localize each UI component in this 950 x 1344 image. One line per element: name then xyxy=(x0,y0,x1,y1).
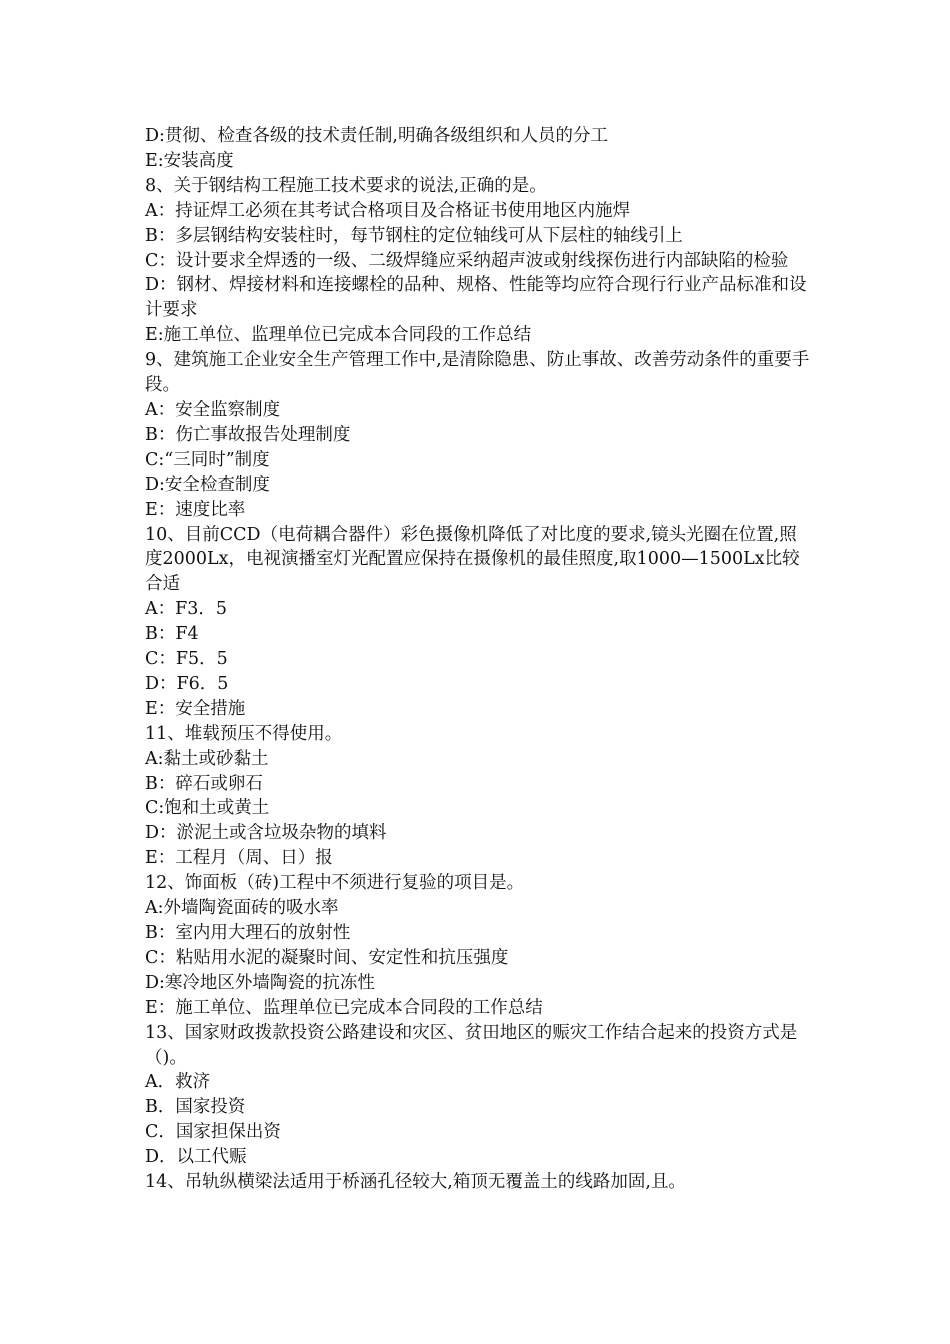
option-line: E：工程月（周、日）报 xyxy=(145,848,333,869)
option-line: A：F3．5 xyxy=(145,599,228,620)
question-9: 9、建筑施工企业安全生产管理工作中,是清除隐患、防止事故、改善劳动条件的重要手段。 xyxy=(145,350,810,396)
option-line: B：F4 xyxy=(145,624,199,645)
question-12: 12、饰面板（砖)工程中不须进行复验的项目是。 xyxy=(145,873,525,894)
text-line: D:贯彻、检查各级的技术责任制,明确各级组织和人员的分工 xyxy=(145,126,608,146)
option-line: D：F6．5 xyxy=(145,673,229,694)
option-line: A．救济 xyxy=(145,1072,211,1093)
option-line: C：粘贴用水泥的凝聚时间、安定性和抗压强度 xyxy=(145,947,509,968)
option-line: A：持证焊工必须在其考试合格项目及合格证书使用地区内施焊 xyxy=(145,200,631,221)
option-line: E:施工单位、监理单位已完成本合同段的工作总结 xyxy=(145,325,532,346)
option-line: A:外墙陶瓷面砖的吸水率 xyxy=(145,898,339,919)
option-line: D：淤泥土或含垃圾杂物的填料 xyxy=(145,823,387,844)
option-line: B：多层钢结构安装柱时，每节钢柱的定位轴线可从下层柱的轴线引上 xyxy=(145,225,683,246)
option-line: C:饱和土或黄土 xyxy=(145,798,270,819)
option-line: C．国家担保出资 xyxy=(145,1122,281,1143)
option-line: A:黏土或砂黏土 xyxy=(145,748,269,769)
text-line: E:安装高度 xyxy=(145,150,234,171)
option-line: A：安全监察制度 xyxy=(145,399,281,420)
question-8: 8、关于钢结构工程施工技术要求的说法,正确的是。 xyxy=(145,175,547,196)
option-line: D．以工代赈 xyxy=(145,1147,247,1168)
option-line: E：速度比率 xyxy=(145,499,246,520)
option-line: E：施工单位、监理单位已完成本合同段的工作总结 xyxy=(145,997,543,1018)
option-line: D:安全检查制度 xyxy=(145,474,270,495)
option-line: C:“三同时”制度 xyxy=(145,449,270,470)
option-line: B：碎石或卵石 xyxy=(145,773,263,794)
document-body xyxy=(145,124,813,1195)
option-line: B：伤亡事故报告处理制度 xyxy=(145,424,351,445)
option-line: D:寒冷地区外墙陶瓷的抗冻性 xyxy=(145,972,375,993)
option-line: B．国家投资 xyxy=(145,1097,246,1118)
question-10: 10、目前CCD（电荷耦合器件）彩色摄像机降低了对比度的要求,镜头光圈在位置,照度2000Lx，电视演播室灯光配置应保持在摄像机的最佳照度,取1000—1500Lx比较合适 xyxy=(145,524,800,595)
option-line: E：安全措施 xyxy=(145,698,246,719)
option-line: C：设计要求全焊透的一级、二级焊缝应采纳超声波或射线探伤进行内部缺陷的检验 xyxy=(145,250,789,271)
question-11: 11、堆载预压不得使用。 xyxy=(145,723,343,744)
option-line: D：钢材、焊接材料和连接螺栓的品种、规格、性能等均应符合现行行业产品标准和设计要求 xyxy=(145,275,807,321)
question-13: 13、国家财政拨款投资公路建设和灾区、贫田地区的赈灾工作结合起来的投资方式是（)。 xyxy=(145,1022,798,1068)
option-line: B：室内用大理石的放射性 xyxy=(145,923,351,943)
option-line: C：F5．5 xyxy=(145,649,228,670)
question-14: 14、吊轨纵横梁法适用于桥涵孔径较大,箱顶无覆盖土的线路加固,且。 xyxy=(145,1172,686,1193)
